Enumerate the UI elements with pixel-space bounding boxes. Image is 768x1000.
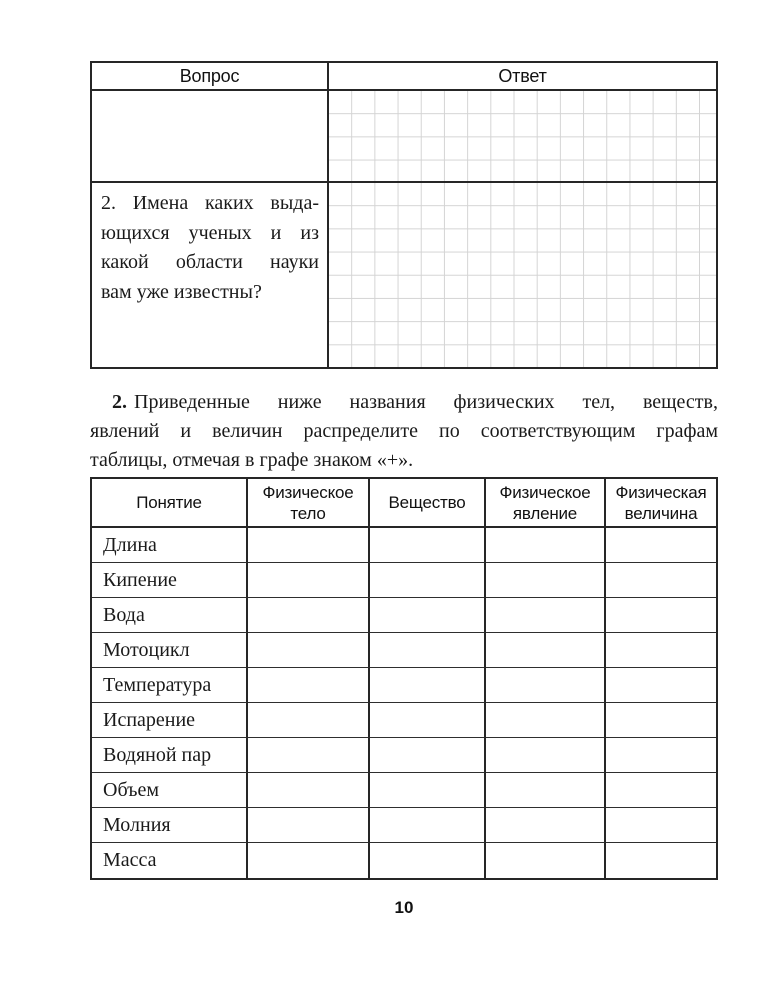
mark-cell [606, 563, 716, 598]
mark-cell [486, 773, 606, 808]
mark-cell [486, 738, 606, 773]
mark-cell [248, 598, 370, 633]
mark-cell [370, 738, 486, 773]
concept-cell: Масса [92, 843, 248, 878]
task-number: 2. [112, 391, 127, 413]
question-line: ющихся ученых и из [101, 221, 319, 244]
mark-cell [486, 528, 606, 563]
question-line: 2. Имена каких выда- [101, 192, 319, 214]
mark-cell [248, 773, 370, 808]
concept-cell: Длина [92, 528, 248, 563]
mark-cell [248, 703, 370, 738]
mark-cell [248, 843, 370, 878]
mark-cell [370, 528, 486, 563]
task-text: Приведенные ниже названия физических тел, веществ, [134, 391, 718, 413]
concept-cell: Водяной пар [92, 738, 248, 773]
mark-cell [486, 808, 606, 843]
mark-cell [606, 633, 716, 668]
mark-cell [370, 668, 486, 703]
mark-cell [606, 843, 716, 878]
question-line: вам уже известны? [101, 280, 262, 303]
mark-cell [486, 598, 606, 633]
mark-cell [370, 598, 486, 633]
mark-cell [486, 843, 606, 878]
question-line: какой области науки [101, 251, 319, 273]
mark-cell [606, 773, 716, 808]
mark-cell [370, 808, 486, 843]
mark-cell [248, 563, 370, 598]
mark-cell [370, 633, 486, 668]
qa-answer-grid-cell [329, 183, 716, 367]
mark-cell [606, 738, 716, 773]
mark-cell [486, 703, 606, 738]
task-line: явлений и величин распределите по соответствующим графам [90, 420, 718, 442]
mark-cell [486, 668, 606, 703]
concept-cell: Объем [92, 773, 248, 808]
qa-header-question: Вопрос [92, 63, 329, 91]
concept-cell: Температура [92, 668, 248, 703]
column-header-physical-phenomenon: Физическое явление [486, 479, 606, 528]
mark-cell [370, 703, 486, 738]
mark-cell [486, 563, 606, 598]
concept-cell: Кипение [92, 563, 248, 598]
mark-cell [370, 563, 486, 598]
mark-cell [248, 738, 370, 773]
qa-answer-grid-cell [329, 91, 716, 183]
task-line: таблицы, отмечая в графе знаком «+». [90, 449, 414, 471]
task-instruction [90, 388, 718, 475]
concept-cell: Вода [92, 598, 248, 633]
qa-header-answer: Ответ [329, 63, 716, 91]
column-header-physical-body: Физическое тело [248, 479, 370, 528]
mark-cell [248, 668, 370, 703]
qa-table [90, 61, 718, 369]
task-line [90, 388, 718, 417]
concept-cell: Испарение [92, 703, 248, 738]
column-header-concept: Понятие [92, 479, 248, 528]
mark-cell [248, 528, 370, 563]
qa-question-cell-empty [92, 91, 329, 183]
mark-cell [606, 598, 716, 633]
mark-cell [248, 633, 370, 668]
page-number: 10 [394, 898, 414, 917]
mark-cell [486, 633, 606, 668]
mark-cell [606, 808, 716, 843]
classification-table [90, 477, 718, 880]
mark-cell [370, 843, 486, 878]
mark-cell [606, 528, 716, 563]
concept-cell: Молния [92, 808, 248, 843]
column-header-substance: Вещество [370, 479, 486, 528]
mark-cell [370, 773, 486, 808]
mark-cell [606, 703, 716, 738]
mark-cell [606, 668, 716, 703]
concept-cell: Мотоцикл [92, 633, 248, 668]
mark-cell [248, 808, 370, 843]
qa-question-cell [92, 183, 329, 367]
column-header-physical-quantity: Физическая величина [606, 479, 716, 528]
